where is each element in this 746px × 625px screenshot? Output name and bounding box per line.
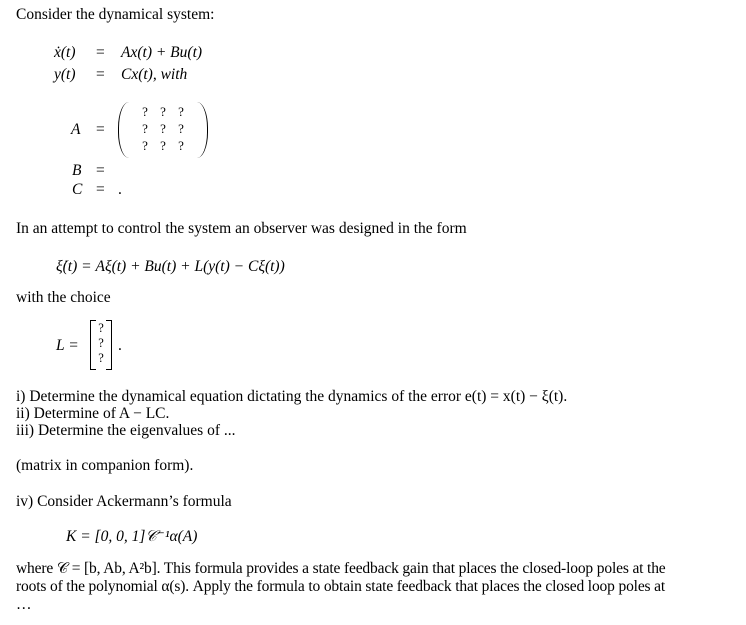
eq1-lhs: ẋ(t) xyxy=(54,44,76,61)
eq2-equals: = xyxy=(96,66,105,83)
question-1: i) Determine the dynamical equation dictating the dynamics of the error e(t) = x(t) − ξ(t). xyxy=(16,388,568,405)
left-paren xyxy=(118,102,129,158)
matrix-a xyxy=(118,102,208,158)
eq1-equals: = xyxy=(96,44,105,61)
ackermann-formula: K = [0, 0, 1]𝒞⁻¹α(A) xyxy=(66,528,198,545)
closing-line-3: … xyxy=(16,596,32,613)
matrix-a-cell: ? xyxy=(142,104,148,119)
right-paren xyxy=(197,102,208,158)
matrix-l-cell: ? xyxy=(98,351,104,365)
matrix-a-equals: = xyxy=(96,121,105,138)
matrix-a-cell: ? xyxy=(178,138,184,153)
matrix-a-cell: ? xyxy=(160,104,166,119)
closing-line-1: where 𝒞 = [b, Ab, A²b]. This formula provides a state feedback gain that places the closed-loop poles at the xyxy=(16,560,666,577)
matrix-l-cell: ? xyxy=(98,336,104,350)
companion-form-note: (matrix in companion form). xyxy=(16,457,194,474)
matrix-l-label: L = xyxy=(56,337,79,354)
matrix-b-label: B xyxy=(72,162,82,179)
eq2-rhs: Cx(t), with xyxy=(121,66,188,83)
matrix-a-cell: ? xyxy=(178,104,184,119)
matrix-c-equals: = xyxy=(96,181,105,198)
intro-text: Consider the dynamical system: xyxy=(16,6,215,23)
matrix-l-period: . xyxy=(118,337,122,354)
matrix-l-cell: ? xyxy=(98,321,104,335)
matrix-a-cell: ? xyxy=(142,138,148,153)
closing-line-2: roots of the polynomial α(s). Apply the formula to obtain state feedback that places the closed loop poles at xyxy=(16,578,666,595)
matrix-c-period: . xyxy=(118,181,122,198)
eq1-rhs: Ax(t) + Bu(t) xyxy=(121,44,203,61)
matrix-a-cell: ? xyxy=(178,121,184,136)
observer-equation: ξ̇(t) = Aξ(t) + Bu(t) + L(y(t) − Cξ(t)) xyxy=(56,258,285,275)
matrix-c-label: C xyxy=(72,181,83,198)
matrix-a-cell: ? xyxy=(142,121,148,136)
observer-intro-text: In an attempt to control the system an observer was designed in the form xyxy=(16,220,467,237)
choice-text: with the choice xyxy=(16,289,111,306)
matrix-b-equals: = xyxy=(96,162,105,179)
matrix-a-cell: ? xyxy=(160,121,166,136)
matrix-l xyxy=(90,320,112,370)
question-2: ii) Determine of A − LC. xyxy=(16,405,170,422)
question-3: iii) Determine the eigenvalues of ... xyxy=(16,422,236,439)
question-4: iv) Consider Ackermann’s formula xyxy=(16,493,232,510)
eq2-lhs: y(t) xyxy=(54,66,76,83)
matrix-a-cell: ? xyxy=(160,138,166,153)
matrix-a-label: A xyxy=(71,121,81,138)
